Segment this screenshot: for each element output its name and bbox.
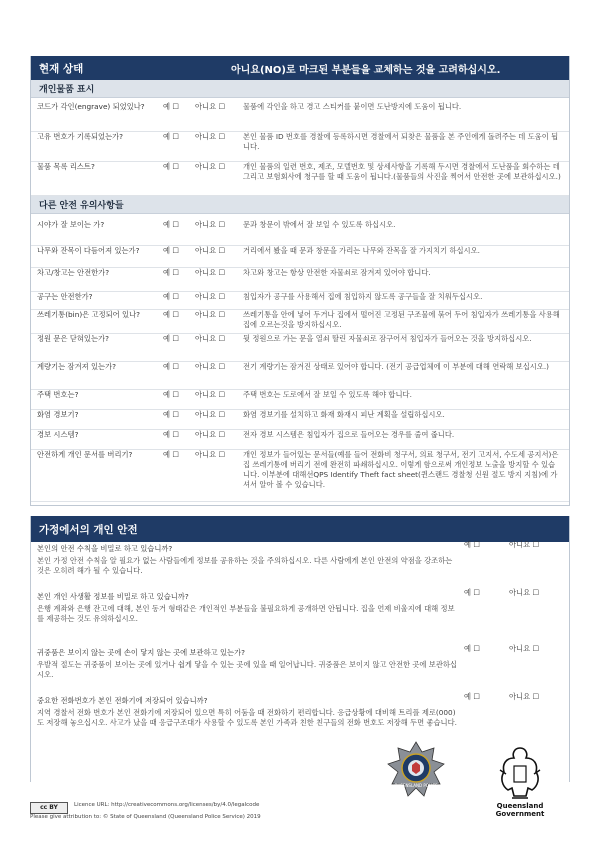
row-question: 물품 목록 리스트? [37, 162, 95, 171]
subheading-other-safety: 다른 안전 유의사항들 [31, 196, 569, 214]
checklist-row [31, 334, 569, 362]
personal-safety-section [30, 516, 570, 782]
safety-question: 귀중품은 보이지 않는 곳에 손이 닿지 않는 곳에 보관하고 있는가? [37, 648, 246, 657]
row-advice: 뒷 정원으로 가는 문을 열쇠 딸린 자물쇠로 잠구어서 침입자가 들어오는 것을 방지하십시오. [243, 334, 532, 343]
checklist-row [31, 310, 569, 334]
no-checkbox[interactable]: 아니요 ☐ [195, 410, 226, 419]
row-divider [31, 501, 569, 502]
no-checkbox[interactable]: 아니요 ☐ [195, 310, 226, 319]
no-checkbox[interactable]: 아니요 ☐ [195, 220, 226, 229]
checklist-row [31, 292, 569, 310]
row-question: 정원 문은 닫혀있는가? [37, 334, 109, 343]
attribution-text: Please give attribution to: © State of Queensland (Queensland Police Service) 2019 [30, 814, 261, 820]
safety-question-row [31, 588, 569, 646]
no-checkbox[interactable]: 아니요 ☐ [195, 450, 226, 459]
safety-question-row [31, 692, 569, 756]
queensland-government-crest-icon [492, 744, 548, 820]
yes-checkbox[interactable]: 예 ☐ [464, 644, 480, 653]
yes-checkbox[interactable]: 예 ☐ [464, 588, 480, 597]
row-question: 차고/창고는 안전한가? [37, 268, 110, 277]
checklist-row [31, 430, 569, 450]
gov-name-line2: Government [495, 810, 545, 818]
safety-advice: 은행 계좌와 은행 잔고에 대해, 본인 동거 형태같은 개인적인 부분들을 불필요하게 공개하면 안됩니다. 집을 언제 비울지에 대해 정보를 제공하는 것도 유의하십시오. [37, 604, 455, 623]
yes-checkbox[interactable]: 예 ☐ [163, 390, 179, 399]
row-advice: 물품에 각인을 하고 경고 스티커를 붙이면 도난방지에 도움이 됩니다. [243, 102, 462, 111]
checklist-row [31, 132, 569, 162]
row-advice: 개인 정보가 들어있는 문서들(예를 들어 전화비 청구서, 의료 청구서, 전기 고지서, 수도세 공지서)은 집 쓰레기통에 버리기 전에 완전히 파쇄하십시오. 이렇게 함으로써 개인정보 노출을 방지할 수 있습니다. 이부분에 대해선QPS Identify Theft fact sheet(퀸스랜드 경찰청 신원 절도 방지 지침)에 가셔서 알아 볼 수 있습니다. [243, 450, 559, 489]
checklist-row [31, 102, 569, 132]
no-checkbox[interactable]: 아니요 ☐ [195, 268, 226, 277]
checklist-row [31, 410, 569, 430]
no-checkbox[interactable]: 아니요 ☐ [195, 362, 226, 371]
section-instruction: 아니요(NO)로 마크된 부분들을 교체하는 것을 고려하십시오. [231, 64, 501, 76]
row-question: 경보 시스템? [37, 430, 79, 439]
safety-question: 중요한 전화번호가 본인 전화기에 저장되어 있습니까? [37, 696, 208, 705]
row-question: 시야가 잘 보이는 가? [37, 220, 105, 229]
yes-checkbox[interactable]: 예 ☐ [163, 334, 179, 343]
yes-checkbox[interactable]: 예 ☐ [163, 268, 179, 277]
yes-checkbox[interactable]: 예 ☐ [163, 450, 179, 459]
no-checkbox[interactable]: 아니요 ☐ [509, 644, 540, 653]
yes-checkbox[interactable]: 예 ☐ [464, 692, 480, 701]
badge-text: QUEENSLAND POLICE [394, 783, 438, 788]
row-question: 공구는 안전한가? [37, 292, 93, 301]
checklist-row [31, 268, 569, 292]
safety-question-row [31, 644, 569, 694]
row-question: 안전하게 개인 문서를 버리기? [37, 450, 133, 459]
yes-checkbox[interactable]: 예 ☐ [163, 310, 179, 319]
row-advice: 침입자가 공구를 사용해서 집에 침입하지 않도록 공구들을 잘 치워두십시오. [243, 292, 483, 301]
row-question: 계량기는 잠겨져 있는가? [37, 362, 116, 371]
row-question: 나무와 잔목이 다듬어져 있는가? [37, 246, 140, 255]
police-badge-icon [386, 740, 446, 798]
cc-license-badge: cc BY [30, 802, 68, 814]
safety-question: 본인의 안전 수칙을 비밀로 하고 있습니까? [37, 544, 173, 553]
license-url[interactable]: Licence URL: http://creativecommons.org/licenses/by/4.0/legalcode [74, 802, 260, 808]
yes-checkbox[interactable]: 예 ☐ [163, 410, 179, 419]
yes-checkbox[interactable]: 예 ☐ [163, 292, 179, 301]
row-advice: 차고와 창고는 항상 안전한 자물쇠로 잠겨져 있어야 합니다. [243, 268, 431, 277]
yes-checkbox[interactable]: 예 ☐ [163, 102, 179, 111]
yes-checkbox[interactable]: 예 ☐ [163, 430, 179, 439]
yes-checkbox[interactable]: 예 ☐ [163, 246, 179, 255]
gov-name-line1: Queensland [496, 802, 544, 810]
checklist-row [31, 220, 569, 246]
no-checkbox[interactable]: 아니요 ☐ [195, 246, 226, 255]
safety-advice: 우발적 절도는 귀중품이 보이는 곳에 있거나 쉽게 닿을 수 있는 곳에 있을 때 일어납니다. 귀중품은 보이지 않고 안전한 곳에 보관하십시오. [37, 660, 457, 679]
no-checkbox[interactable]: 아니요 ☐ [195, 162, 226, 171]
row-advice: 전기 계량기는 잠겨진 상태로 있어야 합니다. (전기 공급업체에 이 부분에 대해 연락해 보십시오.) [243, 362, 550, 371]
row-advice: 화염 경보기를 설치하고 화재 화재시 피난 계획을 설립하십시오. [243, 410, 445, 419]
footer [30, 770, 570, 830]
no-checkbox[interactable]: 아니요 ☐ [195, 390, 226, 399]
no-checkbox[interactable]: 아니요 ☐ [195, 292, 226, 301]
checklist-row [31, 162, 569, 196]
section-title: 가정에서의 개인 안전 [39, 523, 138, 536]
safety-question: 본인 개인 사생활 정보를 비밀로 하고 있습니까? [37, 592, 189, 601]
no-checkbox[interactable]: 아니요 ☐ [509, 540, 540, 549]
yes-checkbox[interactable]: 예 ☐ [464, 540, 480, 549]
checklist-row [31, 362, 569, 390]
safety-advice: 본인 가정 안전 수칙을 알 필요가 없는 사람들에게 정보를 공유하는 것을 주의하십시오. 다른 사람에게 본인 안전의 약점을 강조하는 것은 오히려 해가 될 수 있습니다. [37, 556, 453, 575]
no-checkbox[interactable]: 아니요 ☐ [195, 102, 226, 111]
row-advice: 거리에서 봤을 때 문과 창문을 가리는 나무와 잔목을 잘 가지치기 하십시오. [243, 246, 480, 255]
subheading-property-marking: 개인물품 표시 [31, 80, 569, 98]
row-question: 코드가 각인(engrave) 되었있나? [37, 102, 145, 111]
safety-question-row [31, 540, 569, 590]
row-question: 화염 경보기? [37, 410, 79, 419]
no-checkbox[interactable]: 아니요 ☐ [195, 430, 226, 439]
no-checkbox[interactable]: 아니요 ☐ [195, 334, 226, 343]
row-advice: 쓰레기통을 안에 넣어 두거나 집에서 떨어진 고정된 구조물에 묶어 두어 침입자가 쓰레기통을 사용해 집에 오르는것을 방지하십시오. [243, 310, 560, 329]
no-checkbox[interactable]: 아니요 ☐ [509, 692, 540, 701]
row-advice: 개인 물품의 일련 번호, 제조, 모델번호 및 상세사항을 기록해 두시면 경찰에서 도난품을 회수하는 데 그리고 보험회사에 청구를 할 때 도움이 됩니다.(물품들의 사진을 찍어서 안전한 곳에 보관하십시오.) [243, 162, 561, 181]
checklist-row [31, 390, 569, 410]
section-header [31, 516, 569, 542]
row-advice: 본인 물품 ID 번호를 경찰에 등록하시면 경찰에서 되찾은 물품을 본 주인에게 돌려주는 데 도움이 됩니다. [243, 132, 559, 151]
checklist-row [31, 450, 569, 502]
row-advice: 주택 번호는 도로에서 잘 보일 수 있도록 해야 합니다. [243, 390, 412, 399]
row-advice: 문과 창문이 밖에서 잘 보일 수 있도록 하십시오. [243, 220, 396, 229]
yes-checkbox[interactable]: 예 ☐ [163, 220, 179, 229]
yes-checkbox[interactable]: 예 ☐ [163, 132, 179, 141]
no-checkbox[interactable]: 아니요 ☐ [509, 588, 540, 597]
yes-checkbox[interactable]: 예 ☐ [163, 362, 179, 371]
checklist-row [31, 246, 569, 268]
current-status-section [30, 56, 570, 506]
row-question: 주택 번호는? [37, 390, 79, 399]
row-question: 고유 번호가 기록되었는가? [37, 132, 124, 141]
row-question: 쓰레기통(bin)은 고정되어 있나? [37, 310, 141, 319]
no-checkbox[interactable]: 아니요 ☐ [195, 132, 226, 141]
section-title: 현재 상태 [39, 62, 84, 75]
yes-checkbox[interactable]: 예 ☐ [163, 162, 179, 171]
row-advice: 전자 경보 시스템은 침입자가 집으로 들어오는 경우를 줄여 줍니다. [243, 430, 455, 439]
section-header [31, 56, 569, 80]
safety-advice: 지역 경찰서 전화 번호가 본인 전화기에 저장되어 있으면 특히 어둠을 때 전화하기 편리합니다. 응급상황에 대비해 트리플 제로(000)도 저장해 놓으십시오. 사고가 났을 때 응급구조대가 사용할 수 있도록 본인 가족과 친한 친구들의 전화 번호도 저장해 두면 좋습니다. [37, 708, 457, 727]
